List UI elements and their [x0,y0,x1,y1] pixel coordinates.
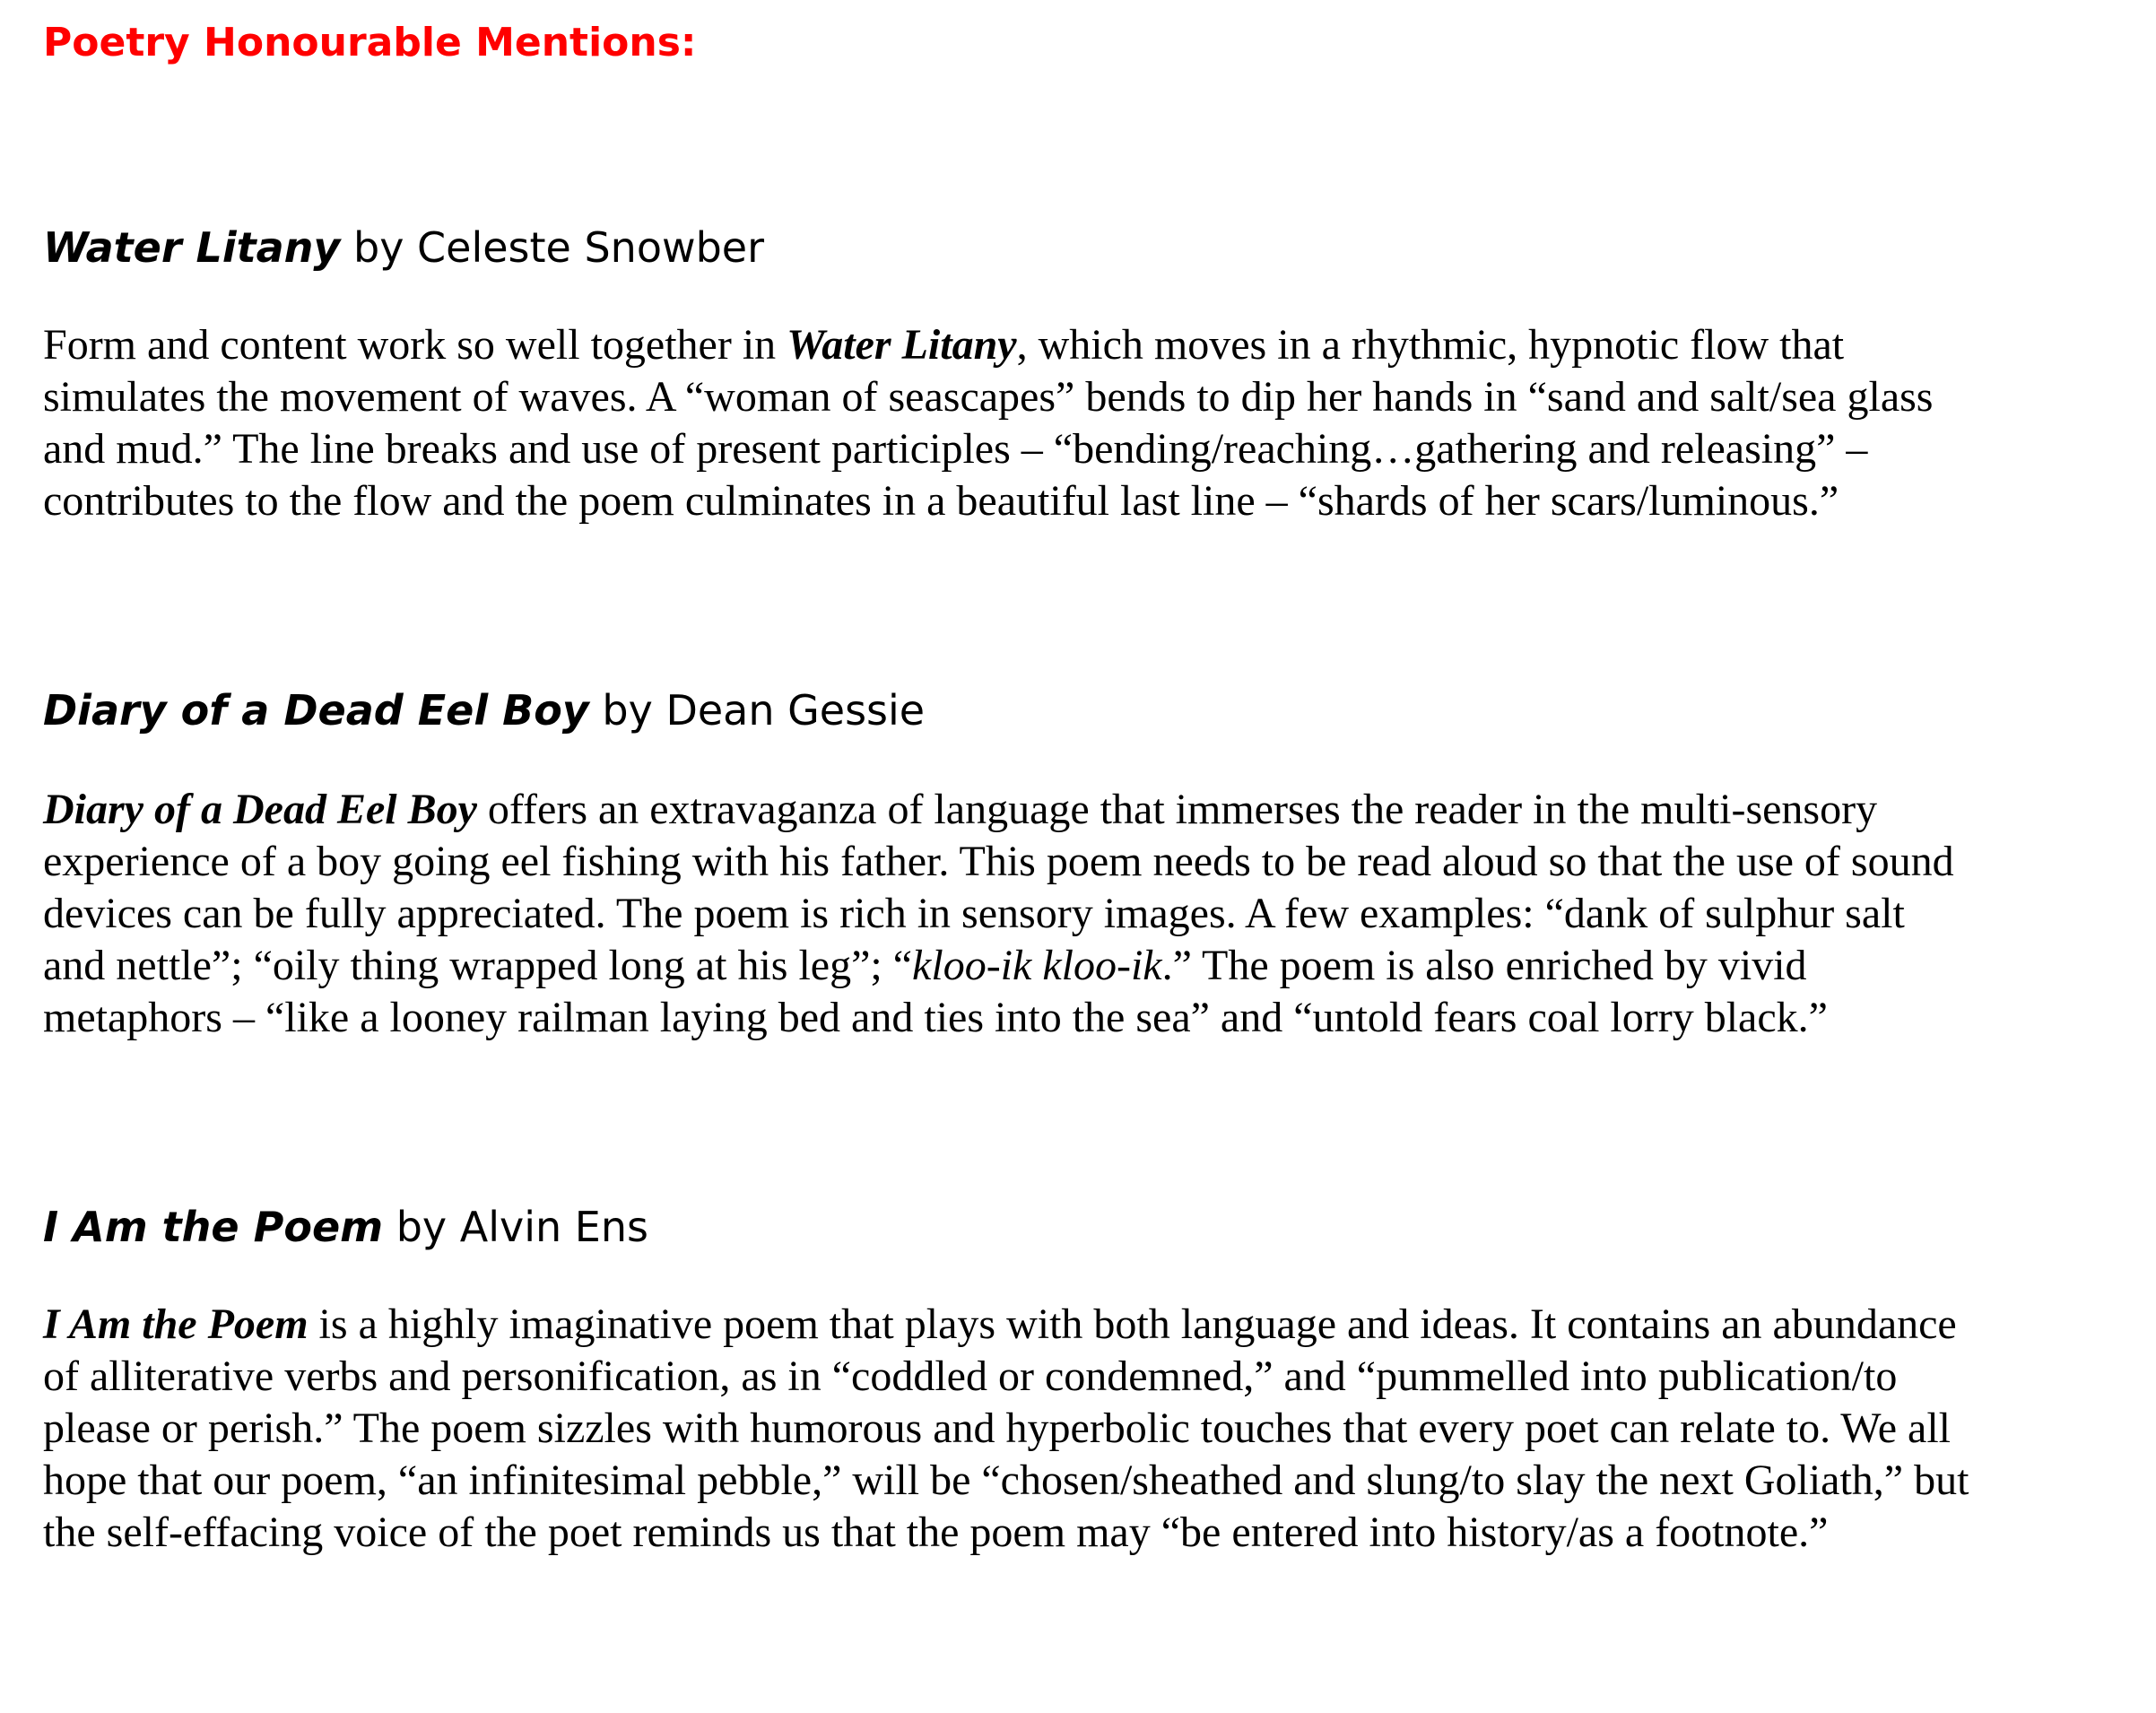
commentary-line [43,371,1933,423]
emphasis-text: kloo-ik kloo-ik [912,942,1162,989]
commentary-line [43,1403,1969,1455]
commentary-line [43,1455,1969,1507]
poem-byline: by Dean Gessie [588,686,926,735]
commentary-line [43,992,1954,1044]
poem-byline: by Celeste Snowber [340,223,765,272]
poem-title: Water Litany [43,223,341,272]
commentary-line [43,319,1933,371]
commentary-line [43,784,1954,836]
poem-byline: by Alvin Ens [383,1203,648,1251]
entry-commentary-diary-of-a-dead-eel-boy [43,784,1954,1044]
text-run: offers an extravaganza of language that immerses the reader in the multi-sensory [476,786,1878,833]
entry-commentary-i-am-the-poem [43,1299,1969,1559]
commentary-line [43,940,1954,992]
text-run: contributes to the flow and the poem culminates in a beautiful last line – “shards of her scars/luminous.” [43,477,1839,525]
text-run: hope that our poem, “an infinitesimal pebble,” will be “chosen/sheathed and slung/to slay the next Goliath,” but [43,1456,1969,1504]
text-run: please or perish.” The poem sizzles with humorous and hyperbolic touches that every poet can relate to. We all [43,1404,1951,1452]
text-run: of alliterative verbs and personification, as in “coddled or condemned,” and “pummelled into publication/to [43,1352,1898,1400]
text-run: Form and content work so well together in [43,321,787,369]
emphasis-text: I Am the Poem [43,1300,309,1348]
entry-heading-i-am-the-poem [43,1200,648,1254]
poem-title: I Am the Poem [43,1203,384,1251]
text-run: experience of a boy going eel fishing with his father. This poem needs to be read aloud so that the use of sound [43,838,1954,885]
text-run: , which moves in a rhythmic, hypnotic flow that [1016,321,1845,369]
commentary-line [43,1351,1969,1403]
entry-heading-diary-of-a-dead-eel-boy [43,683,925,737]
emphasis-text: Water Litany [787,321,1017,369]
text-run: the self-effacing voice of the poet reminds us that the poem may “be entered into history/as a footnote.” [43,1509,1829,1556]
commentary-line [43,1299,1969,1351]
text-run: devices can be fully appreciated. The poem is rich in sensory images. A few examples: “dank of sulphur salt [43,890,1905,937]
text-run: simulates the movement of waves. A “woman of seascapes” bends to dip her hands in “sand and salt/sea glass [43,373,1934,421]
text-run: and mud.” The line breaks and use of present participles – “bending/reaching…gathering and releasing” – [43,425,1868,473]
commentary-line [43,1507,1969,1559]
text-run: .” The poem is also enriched by vivid [1161,942,1807,989]
commentary-line [43,888,1954,940]
text-run: and nettle”; “oily thing wrapped long at his leg”; “ [43,942,913,989]
poem-title: Diary of a Dead Eel Boy [43,686,589,735]
entry-heading-water-litany [43,221,764,274]
emphasis-text: Diary of a Dead Eel Boy [43,786,477,833]
commentary-line [43,836,1954,888]
commentary-line [43,475,1933,527]
text-run: is a highly imaginative poem that plays with both language and ideas. It contains an abundance [308,1300,1957,1348]
text-run: metaphors – “like a looney railman laying bed and ties into the sea” and “untold fears coal lorry black.” [43,994,1828,1041]
page-title: Poetry Honourable Mentions: [43,20,697,65]
commentary-line [43,423,1933,475]
entry-commentary-water-litany [43,319,1933,527]
